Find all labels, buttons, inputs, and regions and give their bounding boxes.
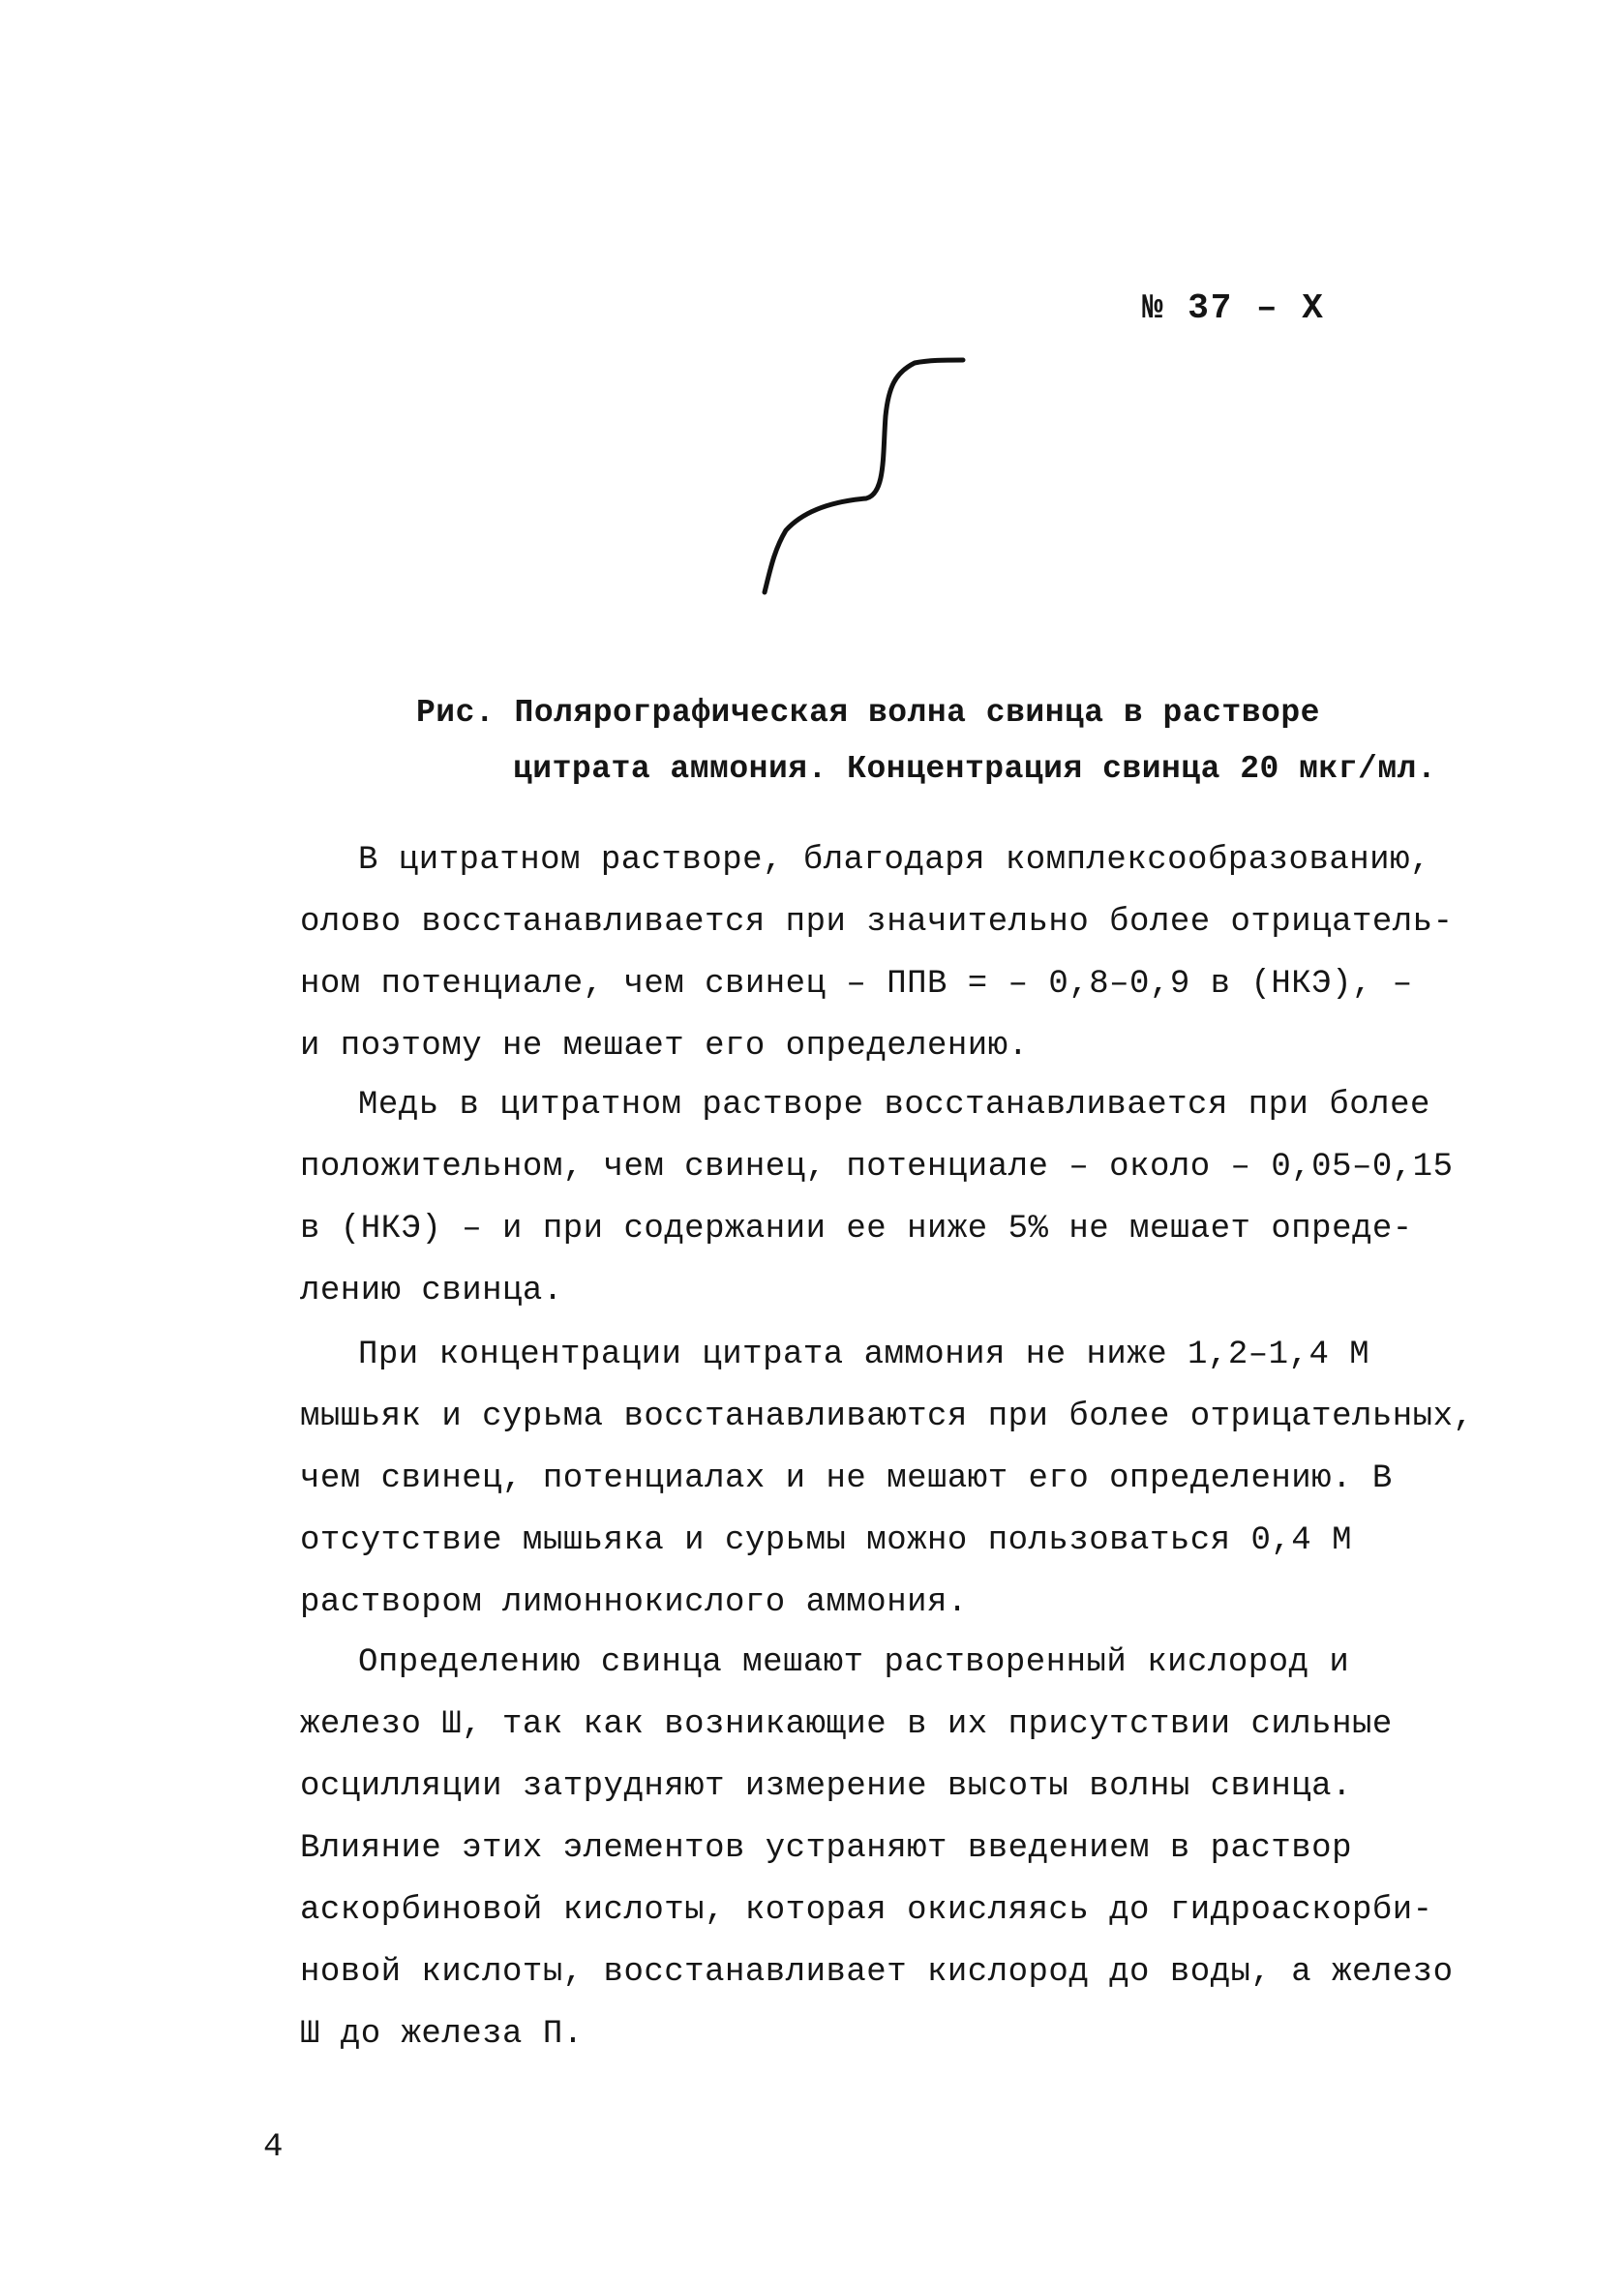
paragraph-line: и поэтому не мешает его определению. — [300, 1028, 1029, 1065]
document-number: № 37 – X — [1142, 288, 1325, 328]
paragraph-line: При концентрации цитрата аммония не ниже 1,2–1,4 М — [358, 1337, 1370, 1373]
paragraph-line: Ш до железа П. — [300, 2016, 584, 2053]
paragraph-line: осцилляции затрудняют измерение высоты волны свинца. — [300, 1768, 1352, 1805]
paragraph-line: положительном, чем свинец, потенциале – около – 0,05–0,15 — [300, 1149, 1454, 1186]
caption-line-1: Рис. Полярографическая волна свинца в растворе — [416, 695, 1320, 731]
paragraph-line: Влияние этих элементов устраняют введением в раствор — [300, 1830, 1352, 1867]
polarographic-wave-curve — [765, 360, 963, 592]
figure-caption — [416, 685, 1529, 797]
page-number: 4 — [263, 2129, 284, 2166]
paragraph-line: аскорбиновой кислоты, которая окисляясь до гидроаскорби- — [300, 1892, 1433, 1929]
paragraph-line: отсутствие мышьяка и сурьмы можно пользоваться 0,4 М — [300, 1522, 1352, 1559]
paragraph-line: в (НКЭ) – и при содержании ее ниже 5% не мешает опреде- — [300, 1211, 1413, 1248]
polarographic-wave-figure — [0, 0, 1624, 677]
paragraph-line: Определению свинца мешают растворенный кислород и — [358, 1644, 1350, 1681]
paragraph-line: Медь в цитратном растворе восстанавливается при более — [358, 1087, 1430, 1124]
paragraph-oxygen-iron — [300, 1632, 1454, 2065]
paragraph-line: чем свинец, потенциалах и не мешают его определению. В — [300, 1460, 1393, 1497]
paragraph-line: В цитратном растворе, благодаря комплексообразованию, — [358, 842, 1430, 879]
paragraph-line: железо Ш, так как возникающие в их присутствии сильные — [300, 1706, 1393, 1743]
paragraph-line: лению свинца. — [300, 1273, 563, 1309]
paragraph-line: новой кислоты, восстанавливает кислород до воды, а железо — [300, 1954, 1454, 1991]
paragraph-line: мышьяк и сурьма восстанавливаются при более отрицательных, — [300, 1399, 1474, 1435]
paragraph-line: олово восстанавливается при значительно более отрицатель- — [300, 904, 1454, 941]
paragraph-tin — [300, 829, 1454, 1077]
paragraph-copper — [300, 1074, 1454, 1322]
paragraph-arsenic-antimony — [300, 1324, 1474, 1634]
caption-line-2: цитрата аммония. Концентрация свинца 20 мкг/мл. — [513, 751, 1437, 787]
paragraph-line: раствором лимоннокислого аммония. — [300, 1584, 968, 1621]
paragraph-line: ном потенциале, чем свинец – ППВ = – 0,8–0,9 в (НКЭ), – — [300, 966, 1413, 1003]
